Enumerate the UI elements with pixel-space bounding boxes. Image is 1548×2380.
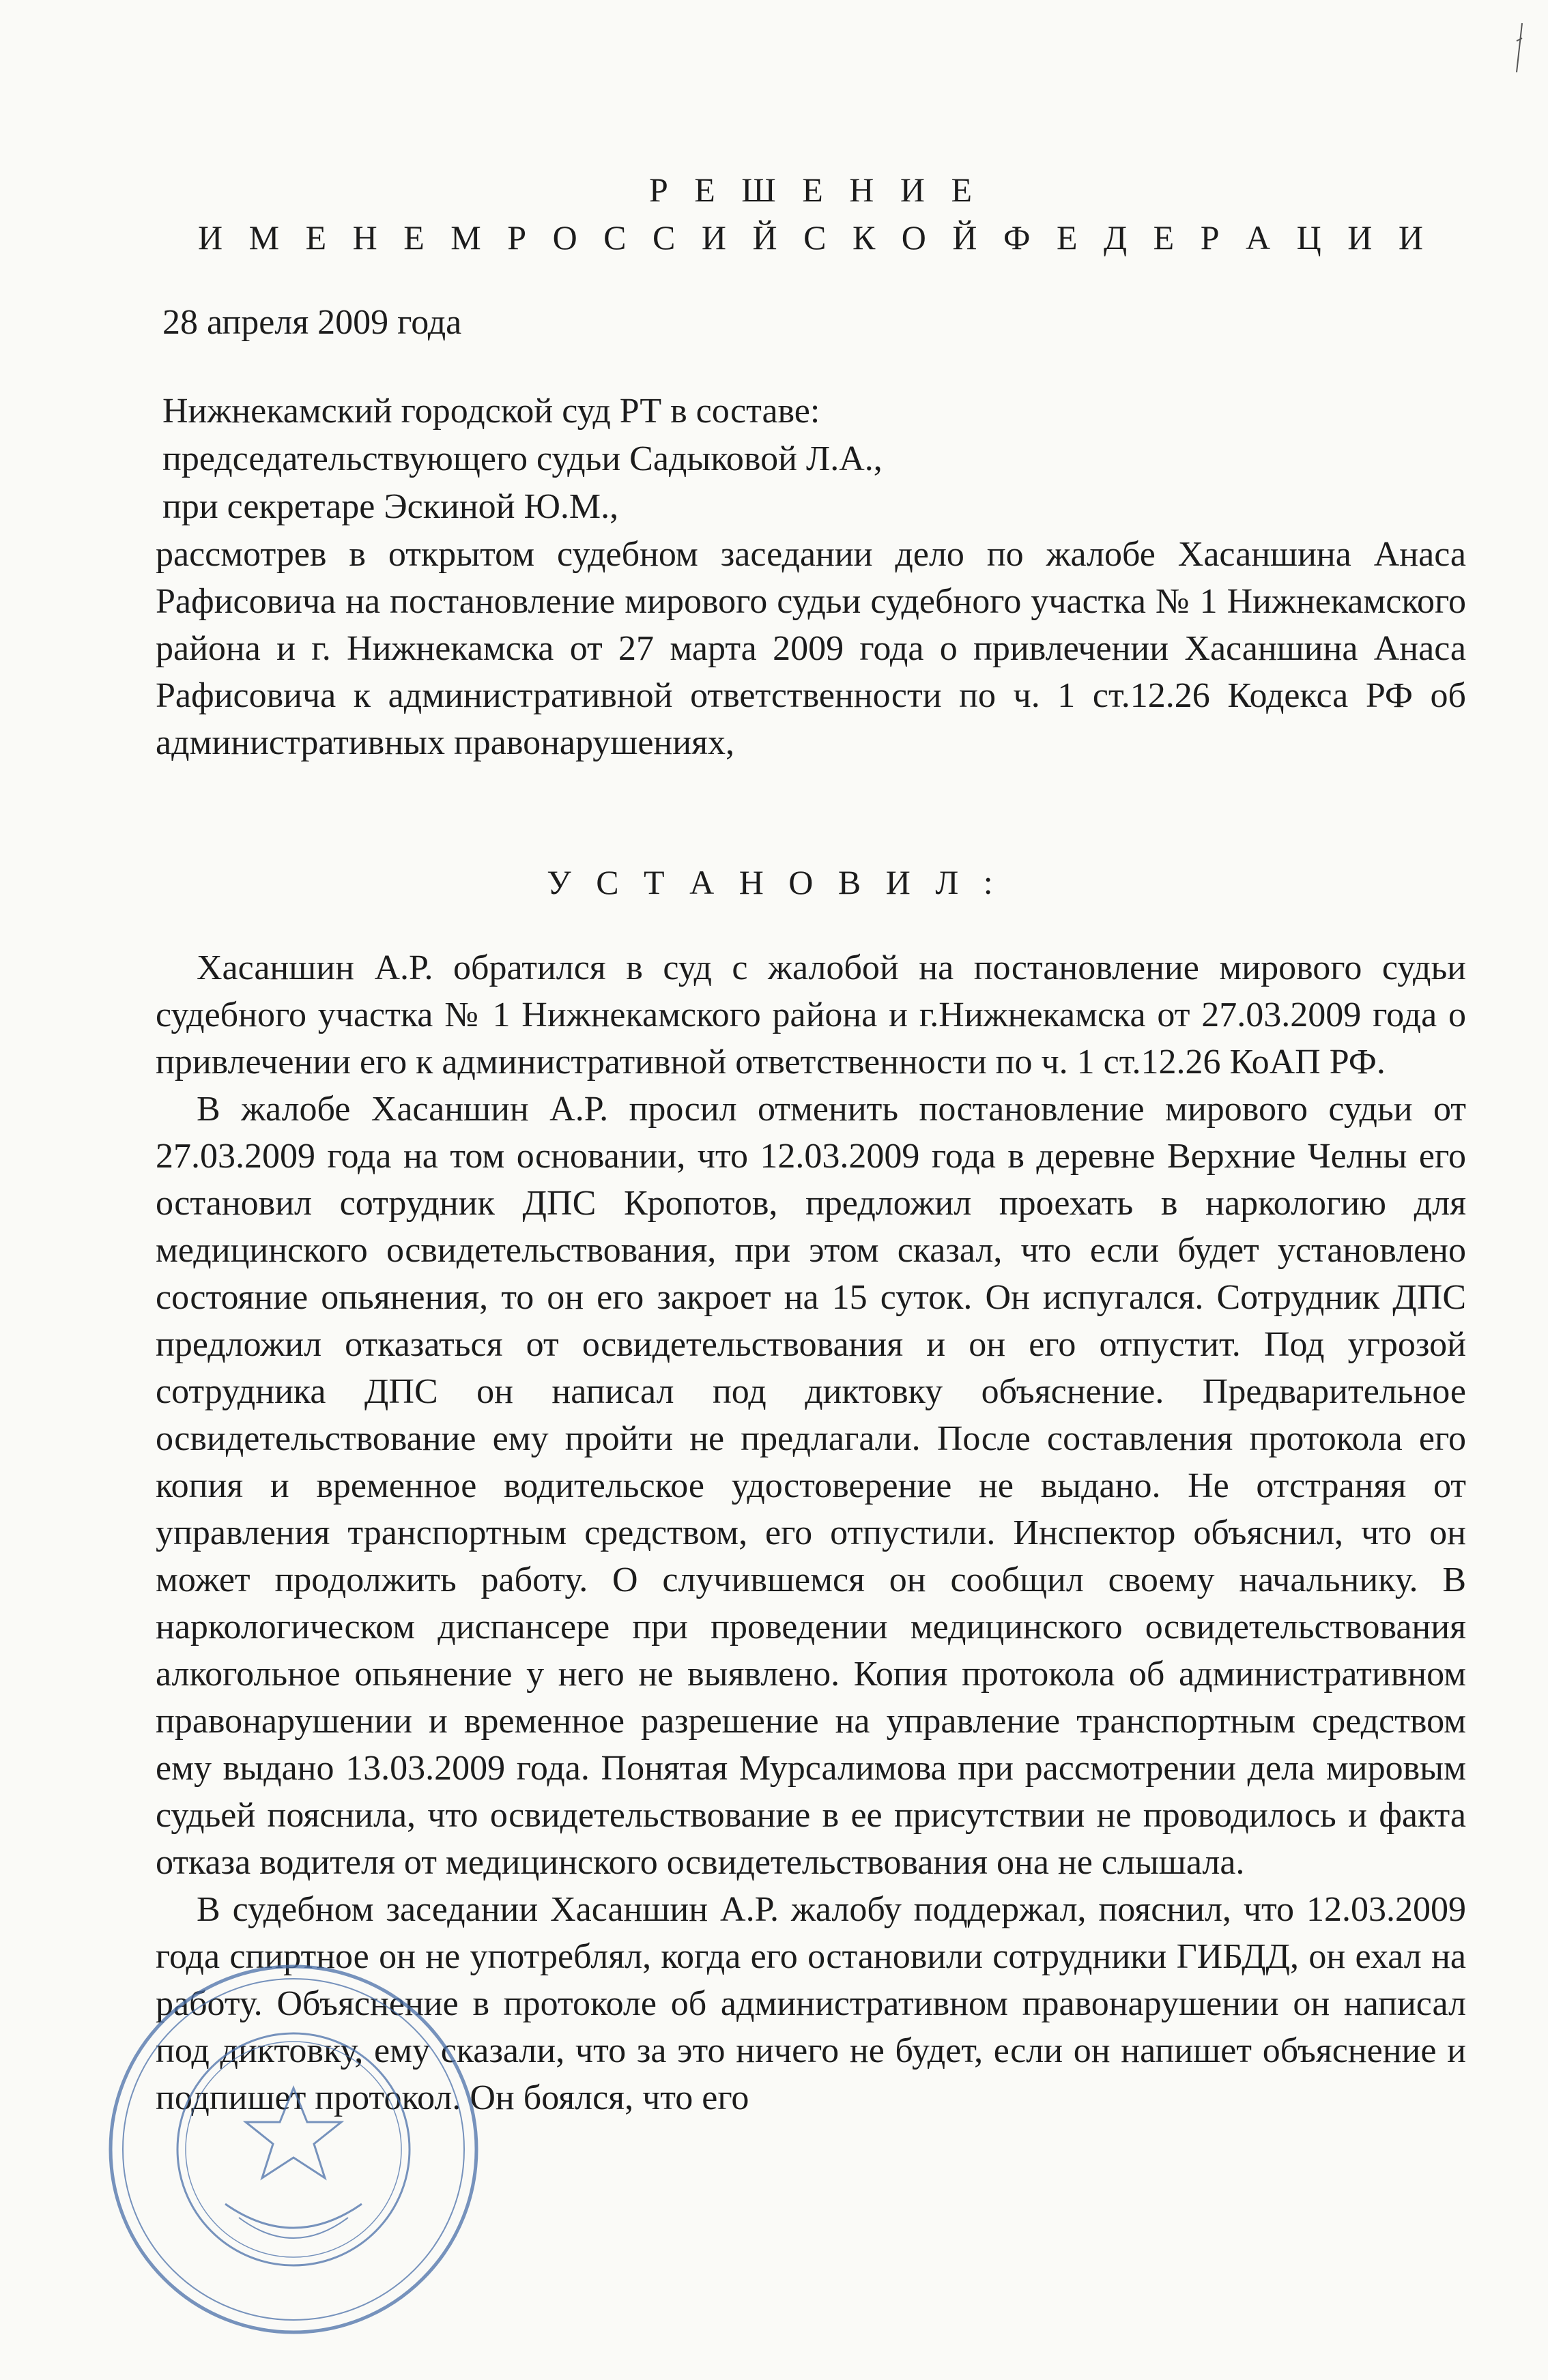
preamble-text: рассмотрев в открытом судебном заседании дело по жалобе Хасаншина Анаса Рафисовича на постановление мирового судьи судебного участка № 1 Нижнекамского района и г. Нижнекамска от 27 марта 2009 года о привлечении Хасаншина Анаса Рафисовича к административной ответственности по ч. 1 ст.12.26 Кодекса РФ об административных правонарушениях, [156, 535, 1466, 762]
presiding-judge: председательствующего судьи Садыковой Л.А., [162, 439, 883, 478]
decision-date: 28 апреля 2009 года [162, 303, 462, 342]
paragraph-complaint: Хасаншин А.Р. обратился в суд с жалобой на постановление мирового судьи судебного участка № 1 Нижнекамского района и г.Нижнекамска от 27.03.2009 года о привлечении его к административной ответственности по ч. 1 ст.12.26 КоАП РФ. [156, 948, 1466, 1082]
court-composition: Нижнекамский городской суд РТ в составе: [162, 392, 820, 431]
court-seal-stamp [102, 1958, 485, 2340]
section-title: У С Т А Н О В И Л : [547, 863, 1001, 901]
preamble-block [156, 531, 1466, 766]
body-block [156, 944, 1466, 2121]
document-heading: Р Е Ш Е Н И Е [648, 171, 981, 209]
paragraph-complaint-details: В жалобе Хасаншин А.Р. просил отменить постановление мирового судьи от 27.03.2009 года на том основании, что 12.03.2009 года в деревне Верхние Челны его остановил сотрудник ДПС Кропотов, предложил проехать в наркологию для медицинского освидетельствования, при этом сказал, что если будет установлено состояние опьянения, то он его закроет на 15 суток. Он испугался. Сотрудник ДПС предложил отказаться от освидетельствования и он его отпустит. Под угрозой сотрудника ДПС он написал под диктовку объяснение. Предварительное освидетельствование ему пройти не предлагали. После составления протокола его копия и временное водительское удостоверение не выдано. Не отстраняя от управления транспортным средством, его отпустили. Инспектор объяснил, что он может продолжить работу. О случившемся он сообщил своему начальнику. В наркологическом диспансере при проведении медицинского освидетельствования алкогольное опьянение у него не выявлено. Копия протокола об административном правонарушении и временное разрешение на управление транспортным средством ему выдано 13.03.2009 года. Понятая Мурсалимова при рассмотрении дела мировым судьей пояснила, что освидетельствование в ее присутствии не проводилось и факта отказа водителя от медицинского освидетельствования она не слышала. [156, 1090, 1466, 1882]
paragraph-hearing: В судебном заседании Хасаншин А.Р. жалобу поддержал, пояснил, что 12.03.2009 года спиртное он не употреблял, когда его остановили сотрудники ГИБДД, он ехал на работу. Объяснение в протоколе об административном правонарушении он написал под диктовку, ему сказали, что за это ничего не будет, если он напишет объяснение и подпишет протокол. Он боялся, что его [156, 1890, 1466, 2117]
document-subheading: И М Е Н Е М Р О С С И Й С К О Й Ф Е Д Е Р А Ц И И [198, 218, 1432, 257]
corner-mark [1502, 20, 1529, 75]
court-secretary: при секретаре Эскиной Ю.М., [162, 487, 619, 526]
